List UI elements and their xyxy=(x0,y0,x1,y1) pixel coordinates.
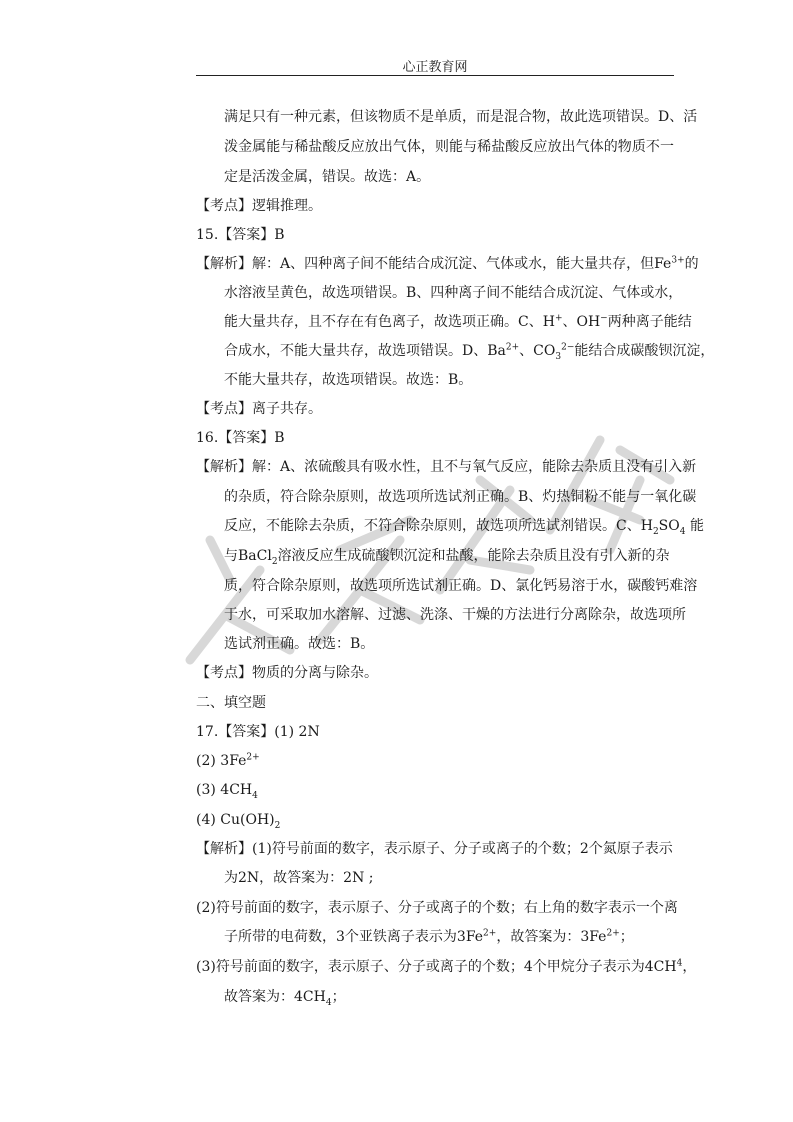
text-line: 水溶液呈黄色，故选项错误。B、四种离子间不能结合成沉淀、气体或水， xyxy=(224,285,683,301)
answer-line: 17.【答案】(1) 2N xyxy=(196,724,320,740)
analysis-line: 能大量共存，且不存在有色离子，故选项正确。C、H+、OH−两种离子能结 xyxy=(224,313,692,330)
kaodian-line: 【考点】物质的分离与除杂。 xyxy=(196,665,378,681)
analysis-line xyxy=(224,546,670,566)
formula: $H_2SO_4$ xyxy=(640,518,686,537)
header-divider xyxy=(196,75,674,76)
text-seg: 【解析】解：A、四种离子间不能结合成沉淀、气体或水，能大量共存，但 xyxy=(196,256,655,272)
analysis-line: (3)符号前面的数字，表示原子、分子或离子的个数；4个甲烷分子表示为$4CH^4$， xyxy=(196,958,697,975)
text-seg: 溶液反应生成硫酸钡沉淀和盐酸，能除去杂质且没有引入新的杂 xyxy=(277,548,670,564)
text-seg: 能 xyxy=(689,518,704,534)
analysis-line xyxy=(224,516,704,536)
answer-item: (2) $3Fe^{2+}$ xyxy=(196,752,260,769)
text-line: (2)符号前面的数字，表示原子、分子或离子的个数；右上角的数字表示一个离 xyxy=(196,900,678,916)
answer-item: (4) $Cu(OH)_2$ xyxy=(196,812,281,831)
answer-line: 15.【答案】B xyxy=(196,227,285,243)
section-title: 二、填空题 xyxy=(196,695,266,711)
formula: $Ba^{2+}$ xyxy=(487,342,520,359)
analysis-line: 子所带的电荷数，3个亚铁离子表示为$3Fe^{2+}$，故答案为：$3Fe^{2+}$； xyxy=(224,928,634,945)
text-seg: 能结合成碳酸钡沉淀， xyxy=(574,343,715,359)
page-header: 心正教育网 xyxy=(402,60,468,75)
answer-line: 16.【答案】B xyxy=(196,430,285,446)
kaodian-line: 【考点】逻辑推理。 xyxy=(196,198,322,214)
formula: BaCl$_2$ xyxy=(238,548,278,567)
text-seg: 与 xyxy=(224,548,238,564)
formula: $Fe^{3+}$ xyxy=(654,255,685,272)
text-line: 泼金属能与稀盐酸反应放出气体，则能与稀盐酸反应放出气体的物质不一 xyxy=(224,139,674,155)
text-line: 质，符合除杂原则，故选项所选试剂正确。D、氯化钙易溶于水，碳酸钙难溶 xyxy=(224,578,698,594)
kaodian-line: 【考点】离子共存。 xyxy=(196,401,322,417)
text-line: 【解析】(1)符号前面的数字，表示原子、分子或离子的个数；2个氮原子表示 xyxy=(196,841,673,857)
text-line: 【解析】解：A、浓硫酸具有吸水性，且不与氧气反应，能除去杂质且没有引入新 xyxy=(196,459,697,475)
text-seg: 反应，不能除去杂质，不符合除杂原则，故选项所选试剂错误。C、 xyxy=(224,518,641,534)
text-line: 的杂质，符合除杂原则，故选项所选试剂正确。B、灼热铜粉不能与一氧化碳 xyxy=(224,489,697,505)
analysis-line xyxy=(196,254,699,274)
text-seg: 合成水，不能大量共存，故选项错误。D、 xyxy=(224,343,488,359)
analysis-line: 故答案为：$4CH_4$； xyxy=(224,989,346,1008)
text-seg: 两种离子能结 xyxy=(607,314,692,330)
text-seg: 能大量共存，且不存在有色离子，故选项正确。C、 xyxy=(224,314,543,330)
text-line: 不能大量共存，故选项错误。故选：B。 xyxy=(224,372,473,388)
text-line: 选试剂正确。故选：B。 xyxy=(224,636,375,652)
text-seg: 的 xyxy=(684,256,699,272)
formula: OH− xyxy=(576,313,608,330)
text-line: 满足只有一种元素，但该物质不是单质，而是混合物，故此选项错误。D、活 xyxy=(224,109,698,125)
formula: H+ xyxy=(542,313,563,330)
analysis-line: 合成水，不能大量共存，故选项错误。D、$Ba^{2+}$、$CO_3^{2-}$能结合成碳酸钡沉淀， xyxy=(224,342,715,362)
formula: $CO_3^{2-}$ xyxy=(533,342,575,362)
text-line: 于水，可采取加水溶解、过滤、洗涤、干燥的方法进行分离除杂，故选项所 xyxy=(224,607,686,623)
answer-item: (3) $4CH_4$ xyxy=(196,782,258,801)
analysis-line: 为2N，故答案为：2N ; xyxy=(224,870,374,886)
text-line: 定是活泼金属，错误。故选：A。 xyxy=(224,169,431,185)
